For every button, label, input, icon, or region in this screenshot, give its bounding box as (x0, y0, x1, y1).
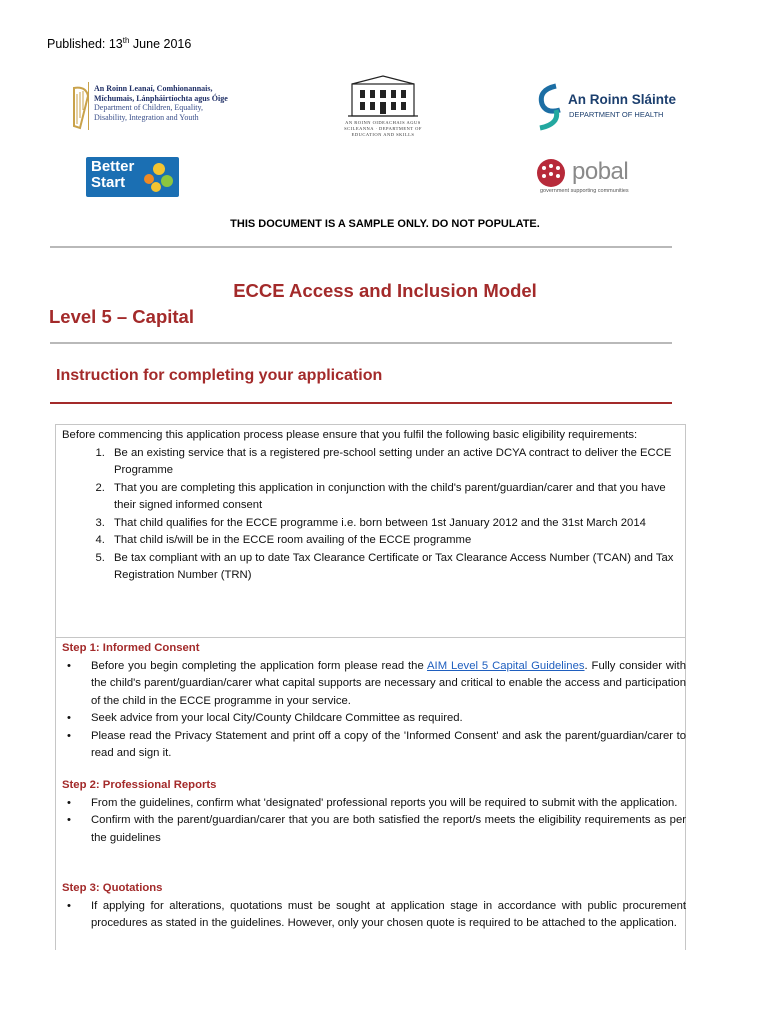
divider (50, 342, 672, 344)
list-item: • If applying for alterations, quotations must be sought at application stage in accordance with public procurement procedures as stated in the guidelines. However, only your chosen quote is required to be attached to the application. (91, 898, 686, 933)
step-1 (62, 640, 686, 763)
dcya-logo (70, 78, 260, 134)
instruction-heading: Instruction for completing your application (56, 367, 383, 384)
government-building-icon (330, 74, 436, 120)
intro-text: Before commencing this application process please ensure that you fulfil the following basic eligibility requirements: (62, 429, 638, 441)
eligibility-section (62, 427, 680, 585)
better-start-wordmark: Better Start (91, 158, 135, 191)
dcya-name: An Roinn Leanaí, Comhionannais, Míchumais, Lánpháirtíochta agus Óige Department of Children, Equality, Disability, Integration and Youth (94, 84, 228, 122)
document-title: ECCE Access and Inclusion Model (233, 280, 537, 301)
list-item: • From the guidelines, confirm what 'designated' professional reports you will be required to submit with the application. (91, 795, 686, 813)
level-heading: Level 5 – Capital (49, 306, 194, 327)
list-item: 1. Be an existing service that is a registered pre-school setting under an active DCYA contract to deliver the ECCE Programme (108, 445, 680, 480)
step-2-heading: Step 2: Professional Reports (62, 779, 217, 791)
better-start-logo (86, 157, 179, 197)
step-2 (62, 777, 686, 847)
education-logo (330, 74, 436, 136)
list-item: • Seek advice from your local City/County Childcare Committee as required. (91, 710, 686, 728)
harp-icon (70, 86, 90, 130)
bubbles-icon (141, 159, 177, 195)
health-name: An Roinn Sláinte (568, 92, 676, 107)
step-3-heading: Step 3: Quotations (62, 882, 163, 894)
health-swirl-icon (532, 82, 566, 132)
sample-notice: THIS DOCUMENT IS A SAMPLE ONLY. DO NOT POPULATE. (230, 218, 540, 230)
instructions-box (55, 424, 686, 950)
published-date: Published: 13th June 2016 (47, 36, 192, 52)
list-item: 4. That child is/will be in the ECCE room availing of the ECCE programme (108, 532, 680, 550)
list-item: • Please read the Privacy Statement and print off a copy of the 'Informed Consent' and ask the parent/guardian/carer to read and sign it. (91, 728, 686, 763)
pobal-wordmark: pobal (572, 158, 629, 185)
pobal-logo (534, 158, 644, 200)
step-3 (62, 880, 686, 933)
box-divider (56, 637, 685, 638)
list-item: 3. That child qualifies for the ECCE programme i.e. born between 1st January 2012 and the 31st March 2014 (108, 515, 680, 533)
divider (50, 246, 672, 248)
step-1-heading: Step 1: Informed Consent (62, 642, 200, 654)
education-caption: AN ROINN OIDEACHAIS AGUS SCILEANNA · DEPARTMENT OF EDUCATION AND SKILLS (344, 120, 422, 137)
guidelines-link[interactable]: AIM Level 5 Capital Guidelines (427, 659, 585, 672)
list-item: 5. Be tax compliant with an up to date Tax Clearance Certificate or Tax Clearance Access Number (TCAN) and Tax Registration Number (TRN) (108, 550, 680, 585)
pobal-dots-icon (534, 158, 568, 188)
accent-divider (50, 402, 672, 404)
list-item: 2. That you are completing this application in conjunction with the child's parent/guardian/carer and that you have their signed informed consent (108, 480, 680, 515)
logo-divider (88, 82, 89, 130)
health-logo (532, 82, 682, 132)
eligibility-list (62, 445, 680, 585)
list-item: • Confirm with the parent/guardian/carer that you are both satisfied the report/s meets the eligibility requirements as per the guidelines (91, 812, 686, 847)
pobal-tagline: government supporting communities (540, 188, 629, 194)
list-item: • Before you begin completing the application form please read the AIM Level 5 Capital Guidelines. Fully consider with the child's parent/guardian/carer what capital supports are necessary and critical to enable the access and participation of the child in the ECCE programme in your service. (91, 658, 686, 711)
health-subtitle: DEPARTMENT OF HEALTH (569, 110, 664, 119)
